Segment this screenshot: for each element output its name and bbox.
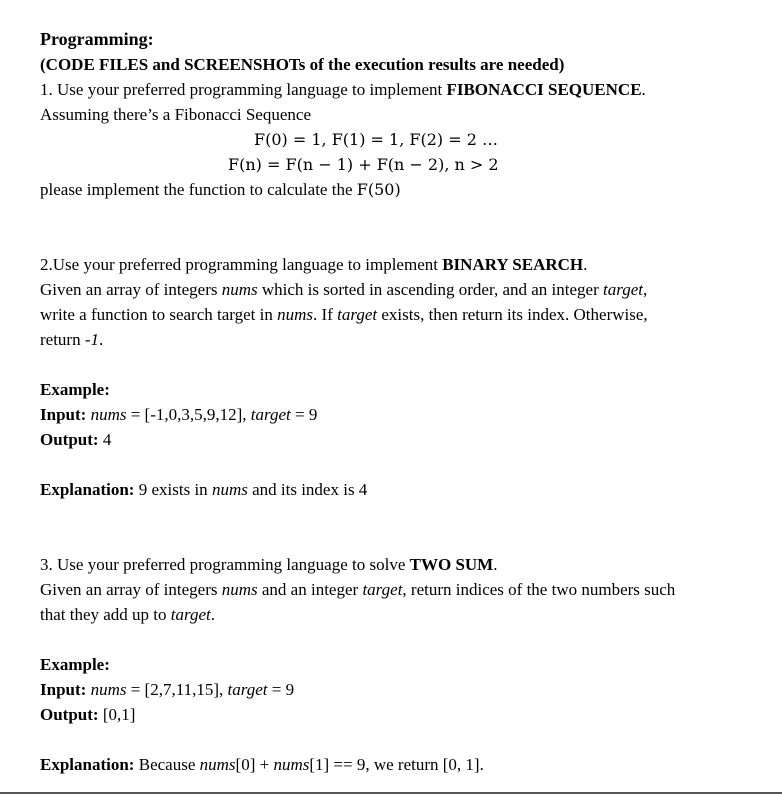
q2-desc1-a: Given an array of integers (40, 280, 222, 299)
spacer (40, 727, 740, 752)
q3-output-line (40, 702, 740, 727)
section-title (40, 27, 740, 52)
q2-input-nums-val: = [-1,0,3,5,9,12], (126, 405, 251, 424)
q1-equation-2: F(n) = F(n − 1) + F(n − 2), n > 2 (228, 155, 499, 174)
q3-desc2-a: that they add up to (40, 605, 171, 624)
q1-intro (40, 77, 740, 102)
q2-desc3-b: -1 (84, 330, 100, 349)
q3-desc1-b: nums (221, 580, 258, 599)
q3-input-line (40, 677, 740, 702)
q2-example-label (40, 377, 740, 402)
q3-intro (40, 552, 740, 577)
q3-input-nums-val: = [2,7,11,15], (126, 680, 228, 699)
spacer (40, 527, 740, 552)
requirements-note-text: (CODE FILES and SCREENSHOTs of the execution results are needed) (40, 55, 565, 74)
q2-desc1-d: target (603, 280, 643, 299)
section-title-text: Programming: (40, 29, 154, 49)
q2-input-target-var: target (250, 405, 291, 424)
q3-intro-suffix: . (493, 555, 498, 574)
q3-intro-topic: TWO SUM (409, 555, 494, 574)
q2-desc1-c: which is sorted in ascending order, and an integer (257, 280, 603, 299)
q2-input-nums-var: nums (90, 405, 127, 424)
q2-desc2-e: exists, then return its index. Otherwise, (377, 305, 648, 324)
q1-task-math: F(50) (356, 180, 401, 199)
q3-desc1-d: target (362, 580, 403, 599)
q2-intro-prefix: 2.Use your preferred programming language to implement (40, 255, 443, 274)
q2-explanation-a: 9 exists in (134, 480, 212, 499)
q2-intro-suffix: . (583, 255, 588, 274)
spacer (40, 627, 740, 652)
document-page (40, 27, 740, 777)
q3-explanation-c: [0] + (235, 755, 274, 774)
q2-output-label: Output: (40, 430, 99, 449)
q3-desc2-c: . (210, 605, 216, 624)
q1-intro-prefix: 1. Use your preferred programming language to implement (40, 80, 447, 99)
q3-desc-line-1 (40, 577, 740, 602)
q3-example-label (40, 652, 740, 677)
q2-example-label-text: Example: (40, 380, 110, 399)
q3-desc-line-2 (40, 602, 740, 627)
q2-input-label: Input: (40, 405, 87, 424)
q1-assume (40, 102, 740, 127)
spacer (40, 452, 740, 477)
q1-equation-row-1 (40, 127, 740, 152)
q3-input-target-val: = 9 (267, 680, 295, 699)
q2-explanation-line (40, 477, 740, 502)
spacer (40, 502, 740, 527)
spacer (40, 202, 740, 227)
q2-input-target-val: = 9 (290, 405, 318, 424)
q2-desc3-a: return (40, 330, 85, 349)
q3-explanation-a: Because (134, 755, 200, 774)
q1-equation-1: F(0) = 1, F(1) = 1, F(2) = 2 … (254, 130, 498, 149)
q3-desc1-e: , return indices of the two numbers such (402, 580, 676, 599)
bottom-divider (0, 792, 782, 794)
q2-desc2-d: target (337, 305, 378, 324)
q1-intro-topic: FIBONACCI SEQUENCE (446, 80, 642, 99)
q2-intro (40, 252, 740, 277)
q1-assume-text: Assuming there’s a Fibonacci Sequence (40, 105, 311, 124)
q3-output-label: Output: (40, 705, 99, 724)
q2-explanation-b: nums (211, 480, 248, 499)
q3-desc1-a: Given an array of integers (40, 580, 222, 599)
q2-input-line (40, 402, 740, 427)
q3-desc2-b: target (170, 605, 211, 624)
q2-desc3-c: . (99, 330, 104, 349)
requirements-note (40, 52, 740, 77)
q1-equation-row-2 (40, 152, 740, 177)
q3-input-target-var: target (227, 680, 268, 699)
q2-desc2-b: nums (277, 305, 314, 324)
q3-input-label: Input: (40, 680, 87, 699)
q2-intro-topic: BINARY SEARCH (442, 255, 584, 274)
q2-explanation-label: Explanation: (40, 480, 135, 499)
spacer (40, 352, 740, 377)
q1-intro-suffix: . (641, 80, 646, 99)
q3-explanation-e: [1] == 9, we return [0, 1]. (309, 755, 484, 774)
q2-desc1-e: , (642, 280, 648, 299)
q3-example-label-text: Example: (40, 655, 110, 674)
q1-task (40, 177, 740, 202)
q3-explanation-b: nums (199, 755, 236, 774)
q2-desc-line-1 (40, 277, 740, 302)
q2-desc2-a: write a function to search target in (40, 305, 278, 324)
q1-task-text: please implement the function to calculate the (40, 180, 357, 199)
q3-explanation-line (40, 752, 740, 777)
q2-explanation-c: and its index is 4 (247, 480, 368, 499)
q3-intro-prefix: 3. Use your preferred programming language to solve (40, 555, 410, 574)
q3-desc1-c: and an integer (257, 580, 363, 599)
q2-desc2-c: . If (313, 305, 338, 324)
spacer (40, 227, 740, 252)
q3-explanation-d: nums (273, 755, 310, 774)
q2-output-line (40, 427, 740, 452)
q2-desc-line-3 (40, 327, 740, 352)
q2-desc1-b: nums (221, 280, 258, 299)
q2-desc-line-2 (40, 302, 740, 327)
q3-explanation-label: Explanation: (40, 755, 135, 774)
q3-output-val: [0,1] (98, 705, 136, 724)
q2-output-val: 4 (98, 430, 112, 449)
q3-input-nums-var: nums (90, 680, 127, 699)
